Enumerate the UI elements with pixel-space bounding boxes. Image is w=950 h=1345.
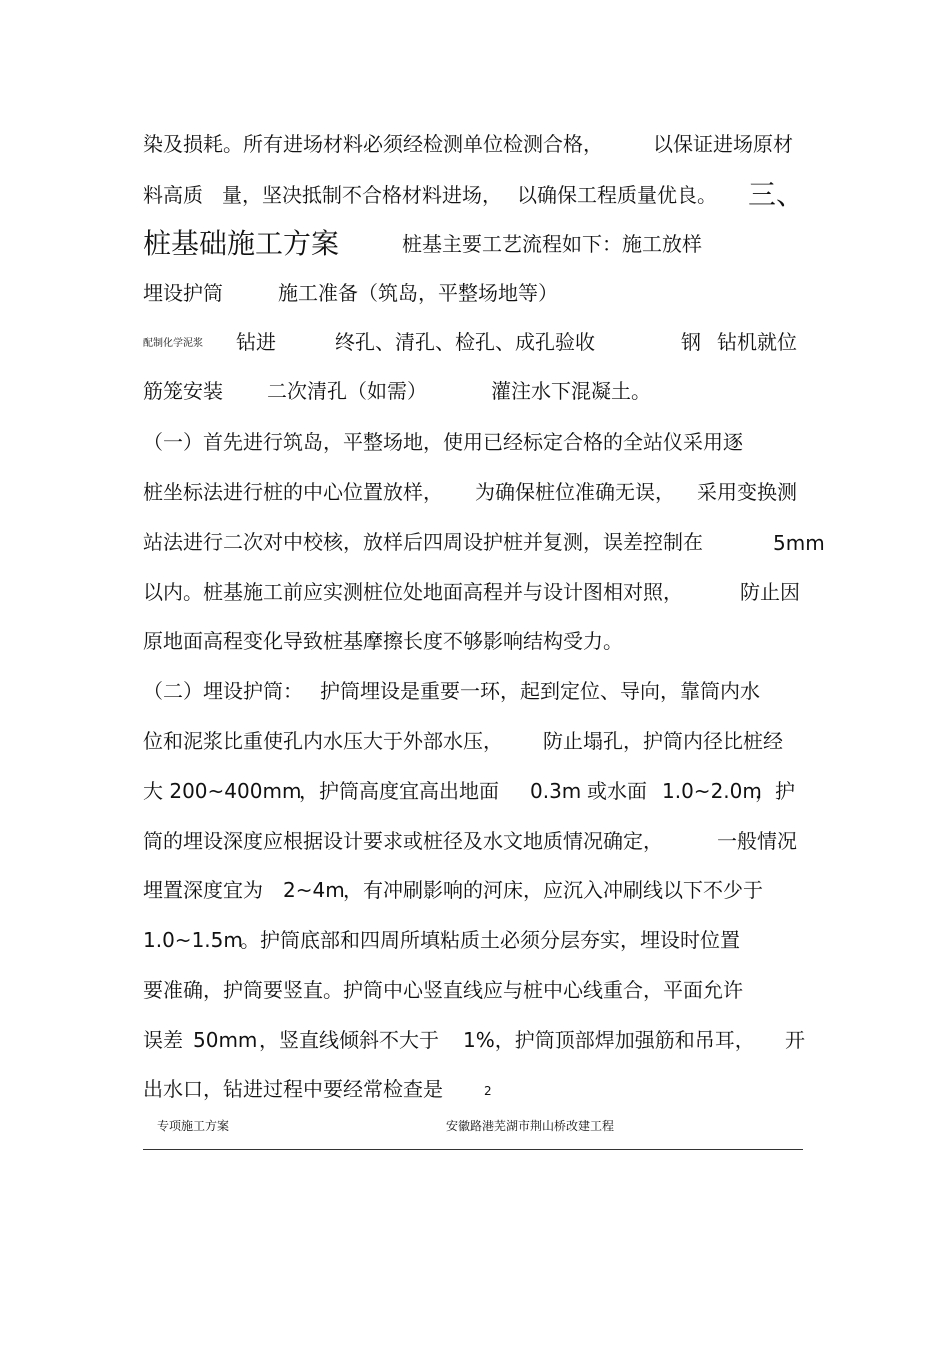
footer-left: 专项施工方案 — [157, 1119, 230, 1133]
body-text: 为确保桩位准确无误， — [475, 480, 675, 504]
body-text: 以保证进场原材 — [653, 132, 793, 156]
body-text: 筋笼安装 — [143, 379, 223, 403]
body-text: ，护筒高度宜高出地面 — [299, 779, 499, 803]
section-title: 桩基础施工方案 — [143, 227, 340, 260]
body-text: 终孔、清孔、检孔、成孔验收 — [335, 330, 595, 354]
body-text: 钻进 — [236, 330, 276, 354]
body-text: 出水口，钻进过程中要经常检查是 — [143, 1077, 443, 1101]
body-text: 埋置深度宜为 — [143, 878, 263, 902]
body-text: 以内。桩基施工前应实测桩位处地面高程并与设计图相对照， — [143, 580, 683, 604]
body-text: 施工准备（筑岛，平整场地等） — [278, 281, 558, 305]
body-text: 误差 — [143, 1028, 183, 1052]
body-text: 桩基主要工艺流程如下：施工放样 — [402, 232, 702, 256]
body-text: 桩坐标法进行桩的中心位置放样， — [143, 480, 443, 504]
body-text: 二次清孔（如需） — [267, 379, 427, 403]
footer-right: 安徽路港芜湖市荆山桥改建工程 — [446, 1119, 615, 1133]
body-text: 大 200~400mm — [143, 779, 302, 803]
small-label: 配制化学泥浆 — [143, 338, 203, 349]
footer-divider — [143, 1149, 803, 1150]
body-text: 埋设护筒 — [143, 281, 223, 305]
body-text: 量，坚决抵制不合格材料进场， — [222, 183, 502, 207]
body-text: 料高质 — [143, 183, 203, 207]
body-text: 钻机就位 — [717, 330, 797, 354]
body-text: （二）埋设护筒： — [143, 679, 303, 703]
body-text: 。护筒底部和四周所填粘质土必须分层夯实，埋设时位置 — [240, 928, 740, 952]
section-number: 三、 — [748, 178, 805, 211]
body-text: 1.0~2.0m — [662, 779, 762, 803]
body-text: 筒的埋设深度应根据设计要求或桩径及水文地质情况确定， — [143, 829, 663, 853]
page-number: 2 — [484, 1084, 492, 1098]
body-text: 以确保工程质量优良。 — [517, 183, 717, 207]
body-text: 采用变换测 — [697, 480, 797, 504]
body-text: 钢 — [681, 330, 701, 354]
body-text: ，护 — [755, 779, 795, 803]
body-text: 开 — [785, 1028, 805, 1052]
body-text: 或水面 — [587, 779, 647, 803]
body-text: ，有冲刷影响的河床，应沉入冲刷线以下不少于 — [343, 878, 763, 902]
body-text: （一）首先进行筑岛，平整场地，使用已经标定合格的全站仪采用逐 — [143, 430, 743, 454]
body-text: 一般情况 — [717, 829, 797, 853]
body-text: 护筒埋设是重要一环，起到定位、导向，靠筒内水 — [320, 679, 760, 703]
body-text: 位和泥浆比重使孔内水压大于外部水压， — [143, 729, 503, 753]
body-text: 1.0~1.5m — [143, 928, 243, 952]
body-text: 50mm — [193, 1028, 258, 1052]
body-text: 要准确，护筒要竖直。护筒中心竖直线应与桩中心线重合，平面允许 — [143, 978, 743, 1002]
body-text: 防止因 — [740, 580, 800, 604]
body-text: 5mm — [773, 531, 825, 555]
body-text: 2~4m — [283, 878, 345, 902]
body-text: 1%，护筒顶部焊加强筋和吊耳， — [463, 1028, 755, 1052]
body-text: 站法进行二次对中校核，放样后四周设护桩并复测，误差控制在 — [143, 530, 703, 554]
body-text: 染及损耗。所有进场材料必须经检测单位检测合格， — [143, 132, 603, 156]
body-text: 灌注水下混凝土。 — [491, 379, 651, 403]
body-text: 防止塌孔，护筒内径比桩经 — [543, 729, 783, 753]
body-text: ，竖直线倾斜不大于 — [259, 1028, 439, 1052]
body-text: 0.3m — [530, 779, 582, 803]
body-text: 原地面高程变化导致桩基摩擦长度不够影响结构受力。 — [143, 629, 623, 653]
